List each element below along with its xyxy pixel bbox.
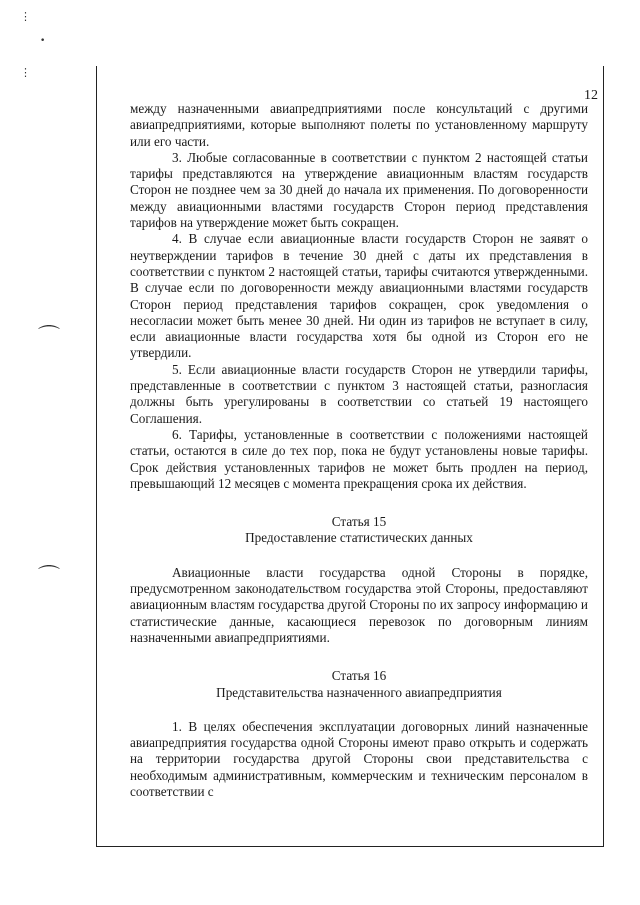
article-15-title: Статья 15 [331, 514, 387, 530]
paragraph-item-5: 5. Если авиационные власти государств Сторон не утвердили тарифы, представленные в соответствии с пунктом 3 настоящей статьи, разногласия должны быть урегулированы в соответствии со статьей 19 настоящего Соглашения. [130, 361, 588, 426]
article-16-title: Статья 16 [331, 668, 387, 684]
article-15-subtitle: Предоставление статистических данных [245, 530, 473, 546]
scan-mark: • [40, 36, 46, 46]
paragraph-continuation: между назначенными авиапредприятиями после консультаций с другими авиапредприятиями, которые выполняют полеты по установленному маршруту или его части. [130, 101, 588, 149]
scan-mark: ⋮ [20, 66, 31, 79]
punch-hole-mark: ⌒ [38, 565, 61, 590]
page-number: 12 [584, 88, 598, 103]
paragraph-item-3: 3. Любые согласованные в соответствии с пунктом 2 настоящей статьи тарифы представляются на утверждение авиационным властям государств Сторон не позднее чем за 30 дней до начала их применения. По договоренности между авиационными властями государств Сторон период представления тарифов на утверждение может быть сокращен. [130, 149, 588, 231]
article-15-paragraph: Авиационные власти государства одной Стороны в порядке, предусмотренном законодательством государства этой Стороны, предоставляют авиационным властям государства другой Стороны по их запросу информацию и статистические данные, касающиеся перевозок по договорным линиям назначенными авиапредприятиями. [130, 564, 588, 645]
punch-hole-mark: ⌒ [38, 325, 61, 350]
bottom-rule [96, 846, 602, 847]
article-16-paragraph: 1. В целях обеспечения эксплуатации договорных линий назначенные авиапредприятия государства одной Стороны имеют право открыть и содержать на территории государства другой Стороны свои представительства с необходимым административным, коммерческим и техническим персоналом в соответствии с [130, 718, 588, 799]
paragraph-item-4: 4. В случае если авиационные власти государств Сторон не заявят о неутверждении тарифов в течение 30 дней с даты их представления в соответствии с пунктом 2 настоящей статьи, тарифы считаются утвержденными. В случае если по договоренности между авиационными властями государств Сторон период представления тарифов сокращен, срок уведомления о несогласии может быть менее 30 дней. Ни один из тарифов не вступает в силу, если авиационные власти государства хотя бы одной из Сторон его не утвердили. [130, 231, 588, 361]
article-16-subtitle: Представительства назначенного авиапредприятия [216, 684, 502, 700]
paragraph-item-6: 6. Тарифы, установленные в соответствии с положениями настоящей статьи, остаются в силе до тех пор, пока не будут установлены новые тарифы. Срок действия установленных тарифов не может быть продлен на период, превышающий 12 месяцев с момента прекращения срока их действия. [130, 426, 588, 491]
document-body [130, 101, 588, 800]
scan-mark: ⋮ [20, 10, 31, 23]
